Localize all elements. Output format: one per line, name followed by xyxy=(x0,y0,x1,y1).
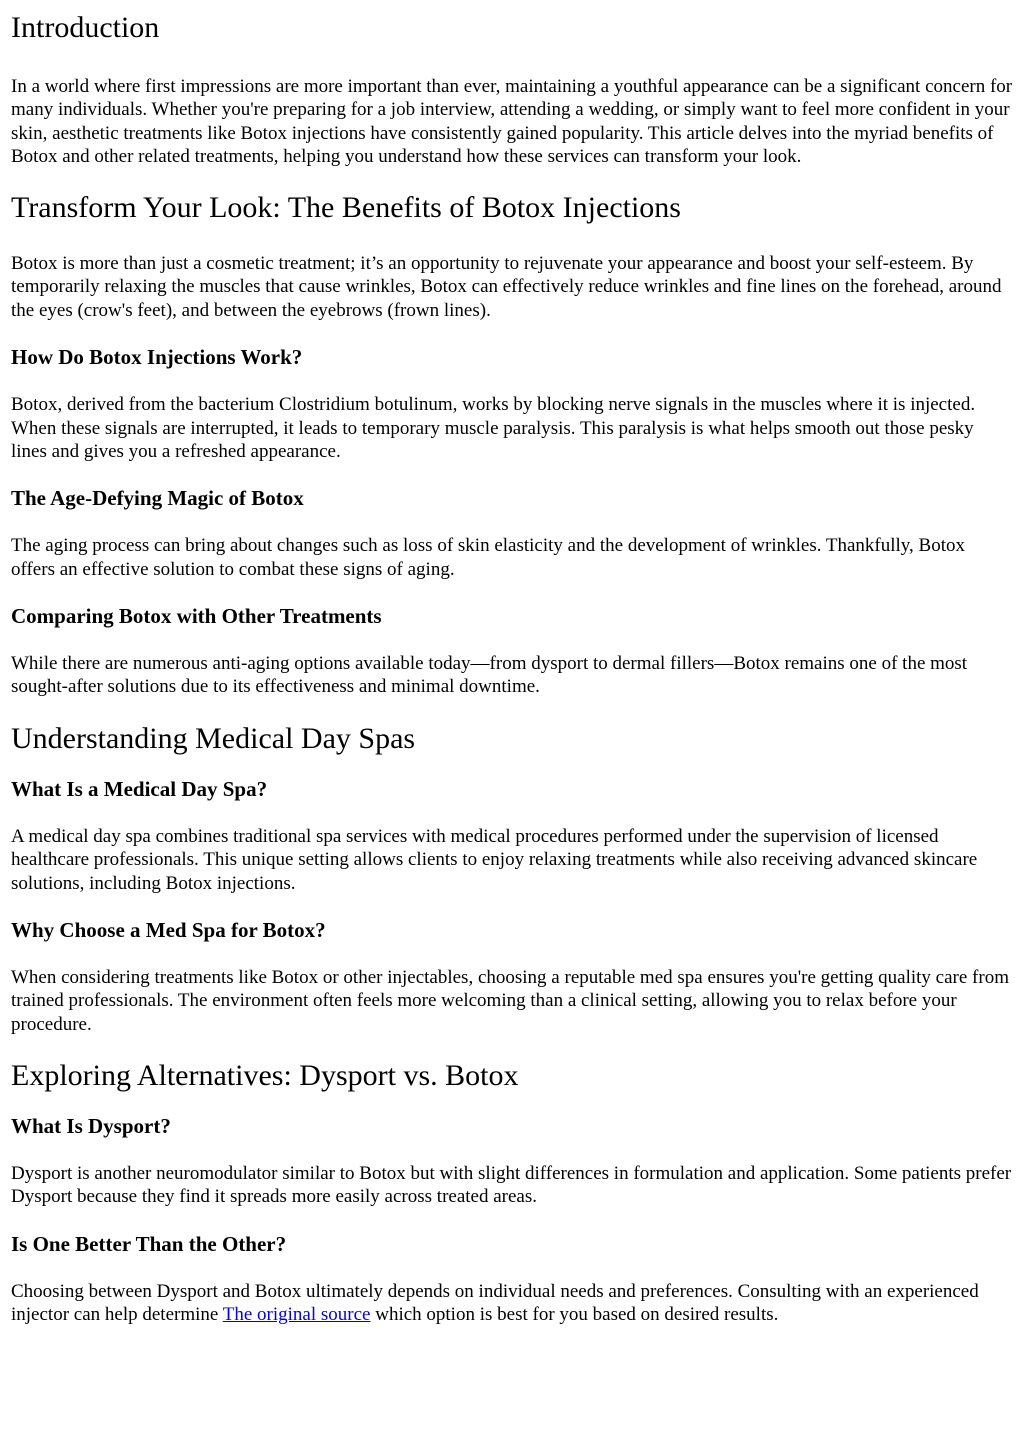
paragraph-how-botox-works: Botox, derived from the bacterium Clostridium botulinum, works by blocking nerve signals in the muscles where it is injected. When these signals are interrupted, it leads to temporary muscle paralysis. This paralysis is what helps smooth out those pesky lines and gives you a refreshed appearance. xyxy=(11,394,976,462)
paragraph-one-better-text-start: Choosing between Dysport and Botox ultimately depends on individual needs and preferences. Consulting with an experienced injector can help determine xyxy=(11,1280,979,1326)
heading-dysport-vs-botox: Exploring Alternatives: Dysport vs. Botox xyxy=(11,1058,519,1092)
paragraph-introduction: In a world where first impressions are more important than ever, maintaining a youthful appearance can be a significant concern for many individuals. Whether you're preparing for a job interview, attending a wedding, or simply want to feel more confident in your skin, aesthetic treatments like Botox injections have consistently gained popularity. This article delves into the myriad benefits of Botox and other related treatments, helping you understand how these services can transform your look. xyxy=(11,76,1013,167)
heading-medical-day-spas: Understanding Medical Day Spas xyxy=(11,721,416,755)
heading-what-is-medical-spa: What Is a Medical Day Spa? xyxy=(11,776,268,801)
paragraph-age-defying: The aging process can bring about changes such as loss of skin elasticity and the development of wrinkles. Thankfully, Botox offers an effective solution to combat these signs of aging. xyxy=(11,535,966,580)
paragraph-benefits-of-botox: Botox is more than just a cosmetic treatment; it’s an opportunity to rejuvenate your appearance and boost your self-esteem. By temporarily relaxing the muscles that cause wrinkles, Botox can effectively reduce wrinkles and fine lines on the forehead, around the eyes (crow's feet), and between the eyebrows (frown lines). xyxy=(11,253,1002,321)
article xyxy=(0,10,1024,1326)
paragraph-one-better xyxy=(11,1280,1013,1327)
original-source-link[interactable]: The original source xyxy=(222,1304,371,1326)
heading-one-better: Is One Better Than the Other? xyxy=(11,1231,287,1256)
paragraph-comparing-treatments: While there are numerous anti-aging options available today—from dysport to dermal fillers—Botox remains one of the most sought-after solutions due to its effectiveness and minimal downtime. xyxy=(11,653,968,698)
heading-why-med-spa: Why Choose a Med Spa for Botox? xyxy=(11,917,326,942)
heading-introduction: Introduction xyxy=(11,11,160,44)
heading-how-botox-works: How Do Botox Injections Work? xyxy=(11,345,303,370)
paragraph-one-better-text-end: which option is best for you based on desired results. xyxy=(370,1304,779,1326)
paragraph-what-is-medical-spa: A medical day spa combines traditional spa services with medical procedures performed under the supervision of licensed healthcare professionals. This unique setting allows clients to enjoy relaxing treatments while also receiving advanced skincare solutions, including Botox injections. xyxy=(11,825,978,894)
paragraph-why-med-spa: When considering treatments like Botox or other injectables, choosing a reputable med spa ensures you're getting quality care from trained professionals. The environment often feels more welcoming than a clinical setting, allowing you to relax before your procedure. xyxy=(11,966,1009,1035)
heading-age-defying: The Age-Defying Magic of Botox xyxy=(11,486,304,511)
heading-benefits-of-botox: Transform Your Look: The Benefits of Botox Injections xyxy=(11,191,681,225)
heading-what-is-dysport: What Is Dysport? xyxy=(11,1113,171,1138)
heading-comparing-treatments: Comparing Botox with Other Treatments xyxy=(11,603,382,628)
paragraph-what-is-dysport: Dysport is another neuromodulator similar to Botox but with slight differences in formulation and application. Some patients prefer Dysport because they find it spreads more easily across treated areas. xyxy=(11,1163,1012,1208)
